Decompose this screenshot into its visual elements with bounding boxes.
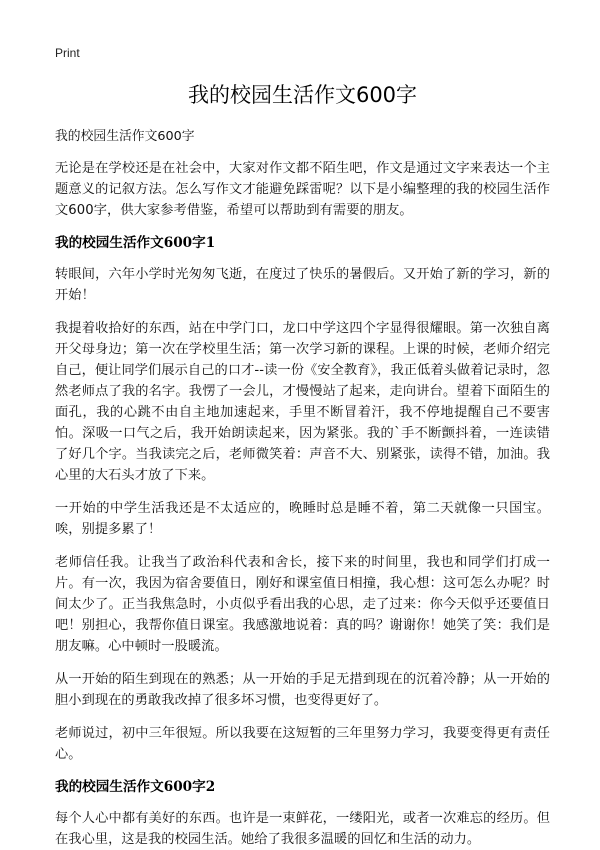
section-1-heading: 我的校园生活作文600字1 bbox=[55, 235, 216, 251]
section-1-paragraph: 老师说过，初中三年很短。所以我要在这短暂的三年里努力学习，我要变得更有责任心。 bbox=[55, 726, 550, 762]
section-1-paragraph: 从一开始的陌生到现在的熟悉；从一开始的手足无措到现在的沉着冷静；从一开始的胆小到现在的勇敢我改掉了很多坏习惯，也变得更好了。 bbox=[55, 672, 550, 708]
section-1-paragraph: 我提着收拾好的东西，站在中学门口，龙口中学这四个字显得很耀眼。第一次独自离开父母身边；第一次在学校里生活；第一次学习新的课程。上课的时候，老师介绍完自己，便让同学们展示自己的口才--读一份《安全教育》，我正低着头做着记录时，忽然老师点了我的名字。我愣了一会儿，才慢慢站了起来，走向讲台。望着下面陌生的面孔，我的心跳不由自主地加速起来，手里不断冒着汗，我不停地提醒自己不要害怕。深吸一口气之后，我开始朗读起来，因为紧张。我的`手不断颤抖着，一连读错了好几个字。当我读完之后，老师微笑着：声音不大、别紧张，读得不错，加油。我心里的大石头才放了下来。 bbox=[55, 321, 550, 483]
print-label[interactable]: Print bbox=[55, 46, 80, 60]
intro-paragraph: 无论是在学校还是在社会中，大家对作文都不陌生吧，作文是通过文字来表达一个主题意义的记叙方法。怎么写作文才能避免踩雷呢？以下是小编整理的我的校园生活作文600字，供大家参考借鉴，希望可以帮助到有需要的朋友。 bbox=[55, 161, 550, 218]
section-2-paragraph: 每个人心中都有美好的东西。也许是一束鲜花，一缕阳光，或者一次难忘的经历。但在我心里，这是我的校园生活。她给了我很多温暖的回忆和生活的动力。 bbox=[55, 811, 550, 847]
document-subtitle: 我的校园生活作文600字 bbox=[55, 129, 195, 144]
page-title: 我的校园生活作文600字 bbox=[187, 83, 418, 107]
section-1-paragraph: 一开始的中学生活我还是不太适应的，晚睡时总是睡不着，第二天就像一只国宝。唉，别提多累了！ bbox=[55, 501, 550, 537]
section-1-paragraph: 转眼间，六年小学时光匆匆飞逝，在度过了快乐的暑假后。又开始了新的学习，新的开始！ bbox=[55, 267, 550, 303]
section-2-heading: 我的校园生活作文600字2 bbox=[55, 779, 216, 795]
section-1-paragraph: 老师信任我。让我当了政治科代表和舍长，接下来的时间里，我也和同学们打成一片。有一次，我因为宿舍要值日，刚好和课室值日相撞，我心想：这可怎么办呢？时间太少了。正当我焦急时，小贞似乎看出我的心思，走了过来：你今天似乎还要值日吧！别担心，我帮你值日课室。我感激地说着：真的吗？谢谢你！她笑了笑：我们是朋友嘛。心中顿时一股暖流。 bbox=[55, 555, 550, 654]
